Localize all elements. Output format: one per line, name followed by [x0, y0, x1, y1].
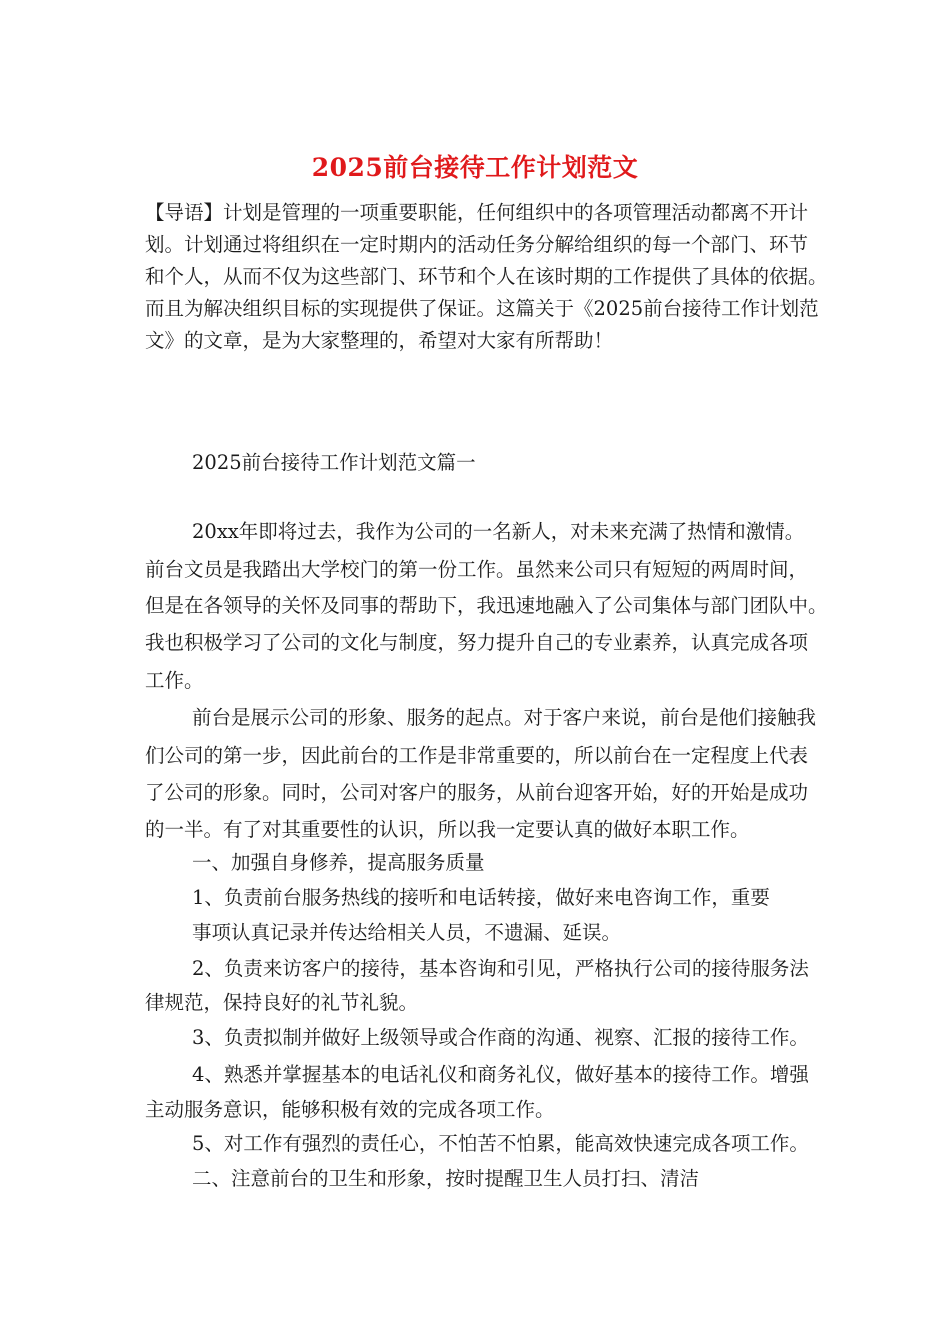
body-line-13: 2、负责来访客户的接待，基本咨询和引见，严格执行公司的接待服务法 — [192, 957, 809, 980]
body-line-18: 5、对工作有强烈的责任心，不怕苦不怕累，能高效快速完成各项工作。 — [192, 1132, 809, 1155]
body-line-9: 的一半。有了对其重要性的认识，所以我一定要认真的做好本职工作。 — [145, 818, 750, 841]
body-line-8: 了公司的形象。同时，公司对客户的服务，从前台迎客开始，好的开始是成功 — [145, 781, 809, 804]
body-line-15: 3、负责拟制并做好上级领导或合作商的沟通、视察、汇报的接待工作。 — [192, 1026, 809, 1049]
intro-line-5: 文》的文章，是为大家整理的，希望对大家有所帮助！ — [145, 329, 614, 352]
body-line-11: 1、负责前台服务热线的接听和电话转接，做好来电咨询工作，重要 — [192, 886, 770, 909]
body-line-5: 工作。 — [145, 669, 204, 692]
body-line-14: 律规范，保持良好的礼节礼貌。 — [145, 991, 419, 1014]
intro-line-2: 划。计划通过将组织在一定时期内的活动任务分解给组织的每一个部门、环节 — [145, 233, 809, 256]
body-line-6: 前台是展示公司的形象、服务的起点。对于客户来说，前台是他们接触我 — [192, 706, 817, 729]
body-line-12: 事项认真记录并传达给相关人员，不遗漏、延误。 — [192, 921, 622, 944]
intro-line-4: 而且为解决组织目标的实现提供了保证。这篇关于《2025前台接待工作计划范 — [145, 297, 819, 320]
intro-line-3: 和个人，从而不仅为这些部门、环节和个人在该时期的工作提供了具体的依据。 — [145, 265, 828, 288]
body-line-10: 一、加强自身修养，提高服务质量 — [192, 851, 485, 874]
body-line-17: 主动服务意识，能够积极有效的完成各项工作。 — [145, 1098, 555, 1121]
intro-line-1: 【导语】计划是管理的一项重要职能，任何组织中的各项管理活动都离不开计 — [145, 201, 809, 224]
body-line-4: 我也积极学习了公司的文化与制度，努力提升自己的专业素养，认真完成各项 — [145, 631, 809, 654]
section-heading: 2025前台接待工作计划范文篇一 — [192, 451, 476, 474]
body-line-3: 但是在各领导的关怀及同事的帮助下，我迅速地融入了公司集体与部门团队中。 — [145, 594, 828, 617]
body-line-19: 二、注意前台的卫生和形象，按时提醒卫生人员打扫、清洁 — [192, 1167, 700, 1190]
body-line-16: 4、熟悉并掌握基本的电话礼仪和商务礼仪，做好基本的接待工作。增强 — [192, 1063, 809, 1086]
document-title: 2025前台接待工作计划范文 — [311, 153, 639, 182]
body-line-1: 20xx年即将过去，我作为公司的一名新人，对未来充满了热情和激情。 — [192, 520, 805, 543]
body-line-2: 前台文员是我踏出大学校门的第一份工作。虽然来公司只有短短的两周时间， — [145, 558, 809, 581]
body-line-7: 们公司的第一步，因此前台的工作是非常重要的，所以前台在一定程度上代表 — [145, 744, 809, 767]
